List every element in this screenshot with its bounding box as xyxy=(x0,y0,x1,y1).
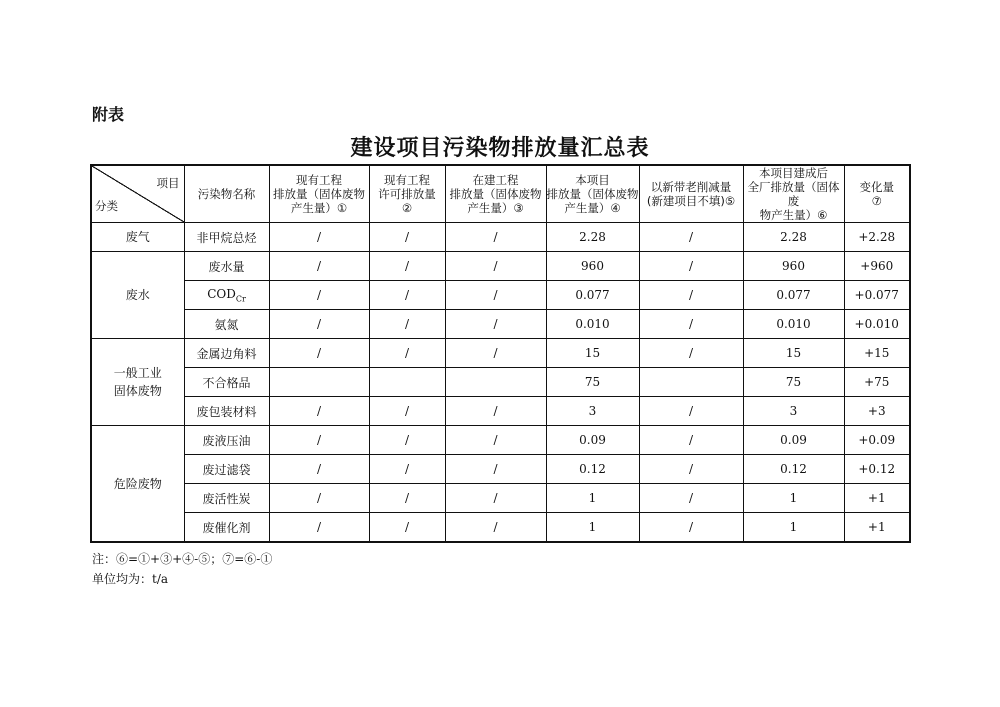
value-cell-c5: / xyxy=(639,281,743,310)
value-cell-c6: 0.077 xyxy=(743,281,844,310)
value-cell-c1: / xyxy=(269,223,369,252)
value-cell-c6: 15 xyxy=(743,339,844,368)
attachment-label: 附表 xyxy=(92,105,125,124)
value-cell-c3: / xyxy=(445,223,546,252)
pollutant-name-cell: 废液压油 xyxy=(184,426,269,455)
table-body xyxy=(91,223,910,543)
value-cell-c7: +3 xyxy=(844,397,910,426)
emissions-summary-table xyxy=(90,164,911,543)
value-cell-c7: +2.28 xyxy=(844,223,910,252)
value-cell-c6: 75 xyxy=(743,368,844,397)
value-cell-c2: / xyxy=(369,223,445,252)
value-cell-c3: / xyxy=(445,252,546,281)
value-cell-c1: / xyxy=(269,339,369,368)
value-cell-c6: 0.09 xyxy=(743,426,844,455)
category-cell: 一般工业 固体废物 xyxy=(91,339,184,426)
pollutant-name-cell: 氨氮 xyxy=(184,310,269,339)
header-item-label: 项目 xyxy=(156,176,180,190)
table-row xyxy=(91,339,910,368)
value-cell-c2: / xyxy=(369,397,445,426)
value-cell-c7: +0.077 xyxy=(844,281,910,310)
value-cell-c2: / xyxy=(369,426,445,455)
value-cell-c5: / xyxy=(639,513,743,543)
value-cell-c4: 75 xyxy=(546,368,639,397)
value-cell-c2: / xyxy=(369,339,445,368)
table-row xyxy=(91,252,910,281)
pollutant-name-cell: 非甲烷总烃 xyxy=(184,223,269,252)
table-row xyxy=(91,455,910,484)
header-existing-emission: 现有工程 排放量（固体废物 产生量）① xyxy=(269,165,369,223)
value-cell-c1: / xyxy=(269,281,369,310)
value-cell-c5: / xyxy=(639,455,743,484)
value-cell-c3: / xyxy=(445,339,546,368)
header-change: 变化量 ⑦ xyxy=(844,165,910,223)
table-row xyxy=(91,368,910,397)
pollutant-name-cell: 废过滤袋 xyxy=(184,455,269,484)
value-cell-c1: / xyxy=(269,484,369,513)
pollutant-name-cell: 不合格品 xyxy=(184,368,269,397)
value-cell-c6: 2.28 xyxy=(743,223,844,252)
value-cell-c3: / xyxy=(445,397,546,426)
value-cell-c7: +1 xyxy=(844,513,910,543)
pollutant-name-cell: 废活性炭 xyxy=(184,484,269,513)
value-cell-c7: +0.09 xyxy=(844,426,910,455)
value-cell-c4: 0.077 xyxy=(546,281,639,310)
value-cell-c6: 0.12 xyxy=(743,455,844,484)
value-cell-c5: / xyxy=(639,223,743,252)
value-cell-c1: / xyxy=(269,310,369,339)
pollutant-name-cell: 金属边角料 xyxy=(184,339,269,368)
table-row xyxy=(91,397,910,426)
value-cell-c1: / xyxy=(269,252,369,281)
value-cell-c4: 0.010 xyxy=(546,310,639,339)
value-cell-c3: / xyxy=(445,513,546,543)
header-category-label: 分类 xyxy=(95,199,118,213)
value-cell-c4: 15 xyxy=(546,339,639,368)
value-cell-c5: / xyxy=(639,484,743,513)
value-cell-c4: 1 xyxy=(546,484,639,513)
formula-note: 注：⑥=①+③+④-⑤；⑦=⑥-① xyxy=(92,552,273,566)
value-cell-c7: +0.010 xyxy=(844,310,910,339)
value-cell-c2: / xyxy=(369,455,445,484)
header-plant-total: 本项目建成后 全厂排放量（固体废 物产生量）⑥ xyxy=(743,165,844,223)
value-cell-c5: / xyxy=(639,252,743,281)
value-cell-c1: / xyxy=(269,513,369,543)
value-cell-c5: / xyxy=(639,397,743,426)
value-cell-c2: / xyxy=(369,513,445,543)
value-cell-c4: 1 xyxy=(546,513,639,543)
value-cell-c2: / xyxy=(369,484,445,513)
value-cell-c6: 3 xyxy=(743,397,844,426)
header-pollutant-name: 污染物名称 xyxy=(184,165,269,223)
value-cell-c2: / xyxy=(369,281,445,310)
value-cell-c6: 0.010 xyxy=(743,310,844,339)
value-cell-c4: 0.09 xyxy=(546,426,639,455)
table-row xyxy=(91,281,910,310)
value-cell-c4: 0.12 xyxy=(546,455,639,484)
category-cell: 废气 xyxy=(91,223,184,252)
document-title: 建设项目污染物排放量汇总表 xyxy=(350,136,650,161)
table-header xyxy=(91,165,910,223)
header-existing-permit: 现有工程 许可排放量 ② xyxy=(369,165,445,223)
value-cell-c6: 960 xyxy=(743,252,844,281)
value-cell-c3: / xyxy=(445,310,546,339)
table-row xyxy=(91,484,910,513)
value-cell-c6: 1 xyxy=(743,484,844,513)
pollutant-name-cell: 废催化剂 xyxy=(184,513,269,543)
header-corner-cell xyxy=(91,165,184,223)
table-row xyxy=(91,310,910,339)
pollutant-name-cell: 废包装材料 xyxy=(184,397,269,426)
value-cell-c5: / xyxy=(639,310,743,339)
value-cell-c3: / xyxy=(445,455,546,484)
value-cell-c2: / xyxy=(369,252,445,281)
header-under-construction: 在建工程 排放量（固体废物 产生量）③ xyxy=(445,165,546,223)
header-reduction: 以新带老削减量 (新建项目不填)⑤ xyxy=(639,165,743,223)
value-cell-c7: +0.12 xyxy=(844,455,910,484)
value-cell-c5: / xyxy=(639,426,743,455)
value-cell-c7: +1 xyxy=(844,484,910,513)
value-cell-c6: 1 xyxy=(743,513,844,543)
pollutant-name-cell: 废水量 xyxy=(184,252,269,281)
category-cell: 危险废物 xyxy=(91,426,184,543)
value-cell-c2 xyxy=(369,368,445,397)
value-cell-c3: / xyxy=(445,281,546,310)
value-cell-c1: / xyxy=(269,455,369,484)
value-cell-c1 xyxy=(269,368,369,397)
value-cell-c3 xyxy=(445,368,546,397)
header-this-project: 本项目 排放量（固体废物 产生量）④ xyxy=(546,165,639,223)
value-cell-c4: 960 xyxy=(546,252,639,281)
value-cell-c3: / xyxy=(445,426,546,455)
value-cell-c2: / xyxy=(369,310,445,339)
value-cell-c7: +75 xyxy=(844,368,910,397)
value-cell-c1: / xyxy=(269,397,369,426)
table-row xyxy=(91,513,910,543)
value-cell-c1: / xyxy=(269,426,369,455)
value-cell-c4: 3 xyxy=(546,397,639,426)
table-row xyxy=(91,223,910,252)
table-row xyxy=(91,426,910,455)
value-cell-c5: / xyxy=(639,339,743,368)
value-cell-c7: +960 xyxy=(844,252,910,281)
value-cell-c7: +15 xyxy=(844,339,910,368)
value-cell-c3: / xyxy=(445,484,546,513)
value-cell-c5 xyxy=(639,368,743,397)
pollutant-name-cell: $COD_{Cr}$ xyxy=(184,281,269,310)
unit-note: 单位均为：t/a xyxy=(92,572,169,586)
value-cell-c4: 2.28 xyxy=(546,223,639,252)
category-cell: 废水 xyxy=(91,252,184,339)
